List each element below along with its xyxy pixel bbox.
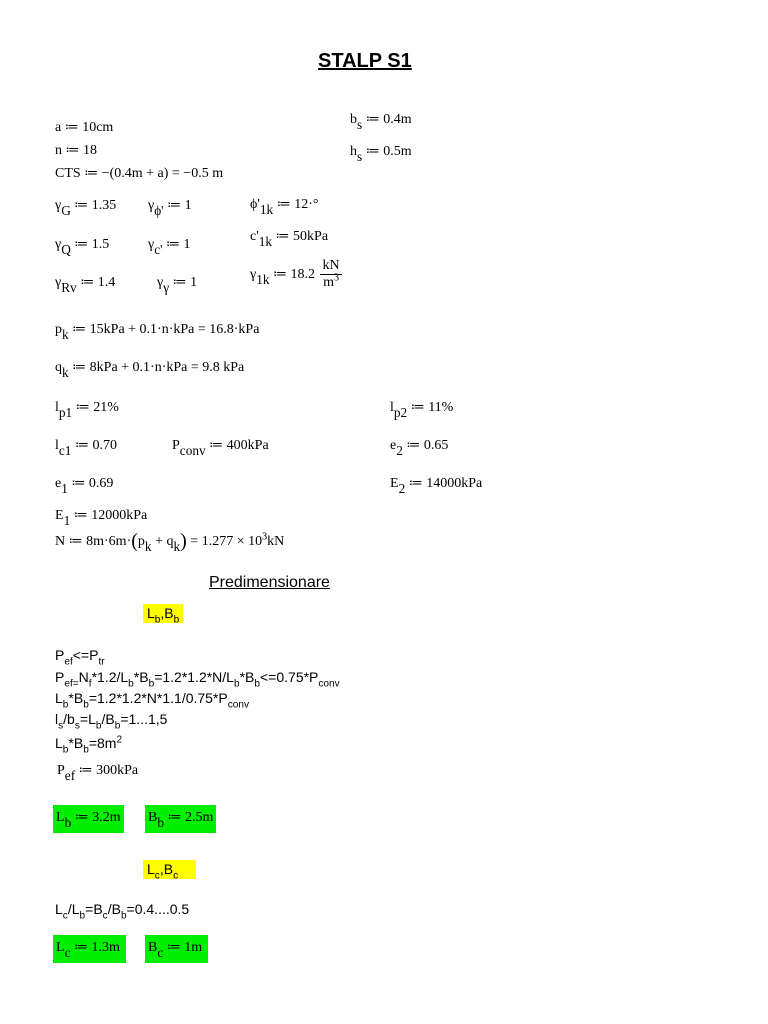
soil-e2: e2 ≔ 0.65 [390,438,449,458]
result-lb: Lb ≔ 3.2m [53,805,124,833]
c-1k: c'1k ≔ 50kPa [250,229,329,249]
soil-E2: E2 ≔ 14000kPa [390,476,483,496]
eq-area: $L_b*B_b=8m^2$ [55,734,123,756]
eq-lb-bb-product: $L_b*B_b=1.2*1.2*N*1.1/0.75*P_{conv}$ [55,690,250,711]
soil-lp2: lp2 ≔ 11% [390,400,454,420]
eq-pef-ptr: $P_{ef}<=P_{tr}$ [55,647,105,668]
eq-pef-formula: $P_{ef=}N_f*1.2/L_b*B_b=1.2*1.2*N/L_b*B_b<=0.75*P_{conv}$ [55,669,340,690]
section-heading-predimensionare: Predimensionare [209,574,330,591]
param-cts: CTS ≔ −(0.4m + a) = −0.5 m [55,166,224,181]
gamma-gamma: γγ ≔ 1 [157,275,198,295]
param-n: n ≔ 18 [55,143,97,158]
load-qk: qk ≔ 8kPa + 0.1·n·kPa = 9.8 kPa [55,360,245,380]
unit-fraction: $\frac{kN}{m^3}$ [322,258,340,291]
result-bc: Bc ≔ 1m [145,935,208,963]
eq-ratio: $l_s/b_s=L_b/B_b=1...1,5$ [55,711,168,732]
soil-lp1: lp1 ≔ 21% [55,400,119,420]
gamma-rv: γRv ≔ 1.4 [55,275,116,295]
soil-lc1: lc1 ≔ 0.70 [55,438,117,458]
soil-pconv: Pconv ≔ 400kPa [172,438,269,458]
tag-lb-bb: $L_b,B_b$ [143,604,183,623]
tag-lc-bc: $L_c,B_c$ [143,860,196,879]
param-bs: bs ≔ 0.4m [350,112,412,132]
result-lc: Lc ≔ 1.3m [53,935,126,963]
gamma-g: γG ≔ 1.35 [55,198,117,218]
result-bb: Bb ≔ 2.5m [145,805,216,833]
soil-e1: e1 ≔ 0.69 [55,476,114,496]
axial-force-n: N ≔ $8m\cdot 6m\cdot(pk + qk) = 1.277 \times 10^3kN$ [55,530,285,554]
gamma-phi: γϕ' ≔ 1 [148,198,192,218]
gamma-q: γQ ≔ 1.5 [55,237,110,257]
load-pk: pk ≔ 15kPa + 0.1·n·kPa = 16.8·kPa [55,322,260,342]
gamma-c: γc' ≔ 1 [148,237,191,257]
phi-1k: ϕ'1k ≔ 12·° [250,197,319,217]
param-a: a ≔ 10cm [55,120,114,135]
soil-E1: E1 ≔ 12000kPa [55,508,148,528]
eq-column-ratio: $L_c/L_b=B_c/B_b=0.4....0.5$ [55,901,190,922]
param-hs: hs ≔ 0.5m [350,144,412,164]
page-title: STALP S1 [318,50,412,72]
gamma-1k: γ1k ≔ 18.2 $\frac{kN}{m^3}$ [250,258,340,291]
param-pef: Pef ≔ 300kPa [57,763,139,783]
